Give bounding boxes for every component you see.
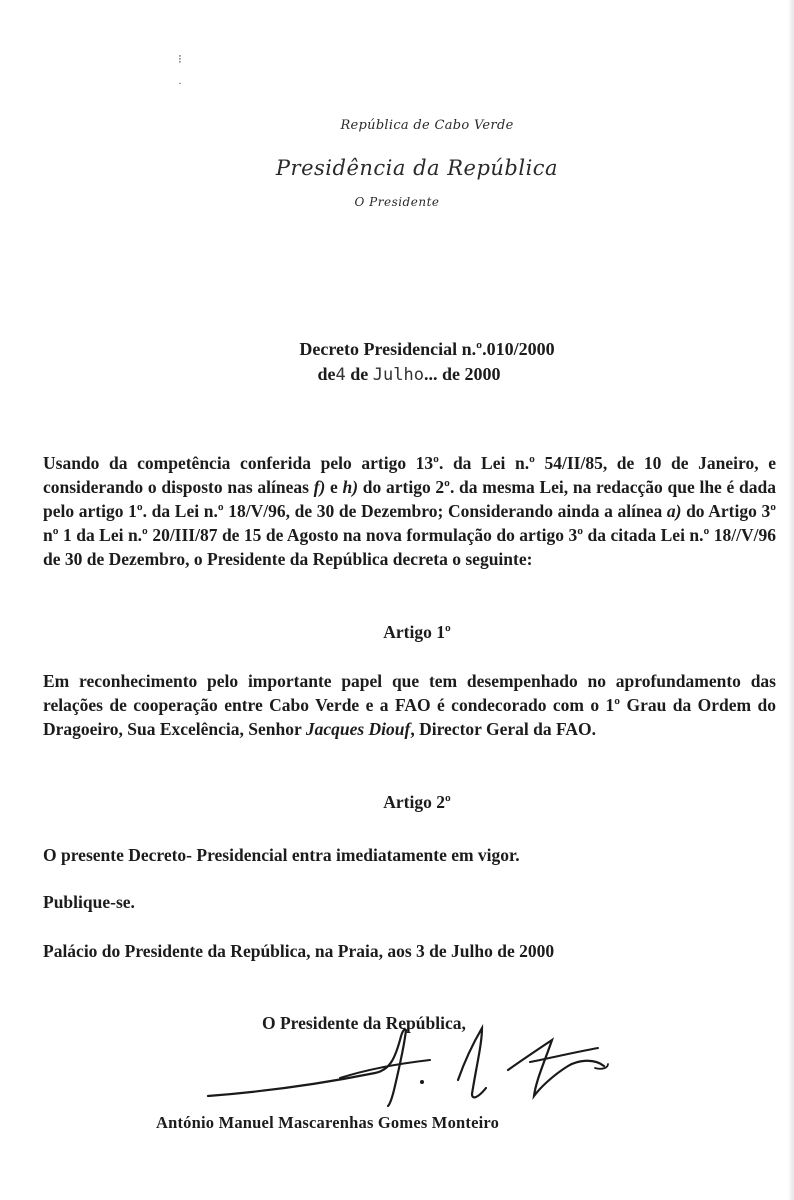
preamble-text: Usando da competência conferida pelo artigo 13º. da Lei n.º 54/II/85, de 10 de Janeiro, e considerando o disposto nas alíneas — [43, 453, 776, 497]
preamble-alinea-h: h) — [342, 477, 359, 497]
article-2-text: O presente Decreto- Presidencial entra imediatamente em vigor. — [43, 845, 520, 865]
article-2-heading: Artigo 2º — [383, 792, 451, 812]
letterhead-title: O Presidente — [354, 195, 440, 209]
page-edge — [788, 0, 794, 1200]
article-1-text-part: Em reconhecimento pelo importante papel que tem desempenhado no aprofundamento das relações de cooperação entre Cabo Verde e a FAO é condecorado com o 1º Grau da Ordem do Dragoeiro, Sua Excelência, Senhor — [43, 671, 776, 739]
letterhead-country: República de Cabo Verde — [340, 118, 514, 133]
preamble-text: do artigo 2º. da mesma Lei, na redacção que lhe é dada pelo artigo 1º. da Lei n.º 18/V/96, de 30 de Dezembro; Considerando ainda a alínea — [43, 477, 776, 521]
signer-name: António Manuel Mascarenhas Gomes Monteiro — [156, 1113, 500, 1132]
decree-date-month: Julho — [372, 365, 424, 385]
preamble-alinea-f: f) — [313, 477, 326, 497]
place-date-line: Palácio do Presidente da República, na Praia, aos 3 de Julho de 2000 — [43, 941, 555, 961]
letterhead-office: Presidência da República — [275, 156, 559, 180]
scan-mark: ⁝ — [178, 52, 182, 66]
honoree-name: Jacques Diouf — [305, 719, 411, 739]
article-1-text-part: , Director Geral da FAO. — [410, 719, 596, 739]
decree-date-day: 4 — [335, 365, 346, 385]
scan-mark: · — [178, 76, 182, 90]
article-1-heading: Artigo 1º — [383, 622, 451, 642]
decree-date-prefix: de — [317, 364, 336, 384]
preamble-text: do Artigo 3º nº 1 da Lei n.º 20/III/87 de 15 de Agosto na nova formulação do artigo 3º da citada Lei n.º 18//V/96 de 30 de Dezembro, o Presidente da República decreta o seguinte: — [43, 501, 777, 569]
preamble-text: e — [325, 477, 343, 497]
publish-line: Publique-se. — [43, 892, 135, 912]
decree-number: 010/2000 — [486, 339, 555, 359]
decree-title-prefix: Decreto Presidencial n.º. — [299, 339, 487, 359]
decree-date-mid: de — [345, 364, 373, 384]
decree-title — [0, 339, 794, 360]
handwritten-signature — [190, 1018, 620, 1113]
preamble-alinea-a: a) — [666, 501, 682, 521]
preamble-paragraph — [43, 451, 776, 571]
signer-title: O Presidente da República, — [262, 1013, 466, 1033]
decree-date — [0, 364, 794, 385]
article-1-text — [43, 669, 776, 741]
decree-date-suffix: ... de 2000 — [423, 364, 501, 384]
